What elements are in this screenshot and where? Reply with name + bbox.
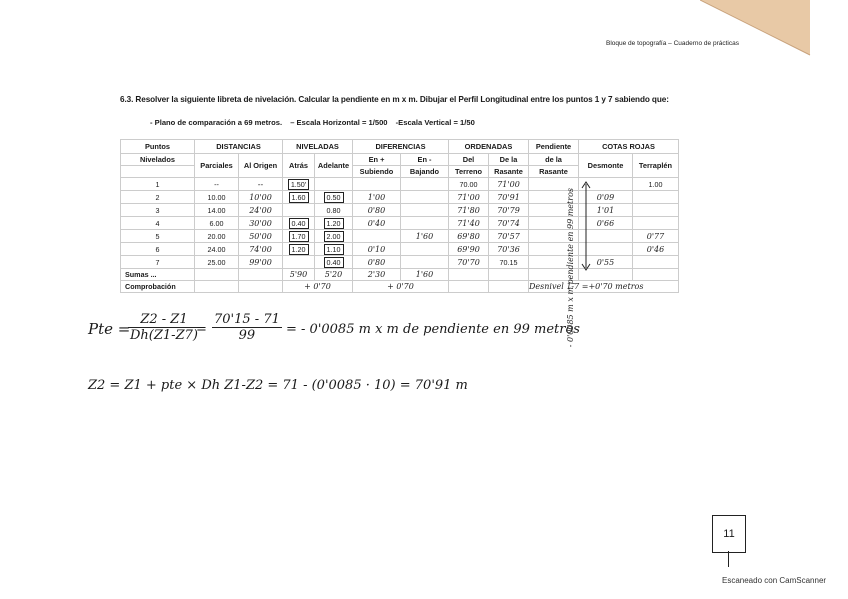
cell-parc: 24.00 — [195, 243, 239, 256]
cell-adel: 1.10 — [315, 243, 353, 256]
cell-adel: 0.50 — [315, 191, 353, 204]
cell-terr: 71'40 — [449, 217, 489, 230]
cell-sub — [353, 230, 401, 243]
cell-orig: 10'00 — [239, 191, 283, 204]
sumas-label: Sumas ... — [121, 269, 195, 281]
cell-adel: 2.00 — [315, 230, 353, 243]
cell-adel: 0.40 — [315, 256, 353, 269]
cell-baj — [401, 217, 449, 230]
formula-fraction-2 — [212, 312, 282, 343]
cell-baj: 1'60 — [401, 230, 449, 243]
table-row — [121, 191, 679, 204]
cell-atras: 1.70 — [283, 230, 315, 243]
cell-parc: 6.00 — [195, 217, 239, 230]
cell-ras: 71'00 — [489, 178, 529, 191]
cell-atras: 1.20 — [283, 243, 315, 256]
header-de-la-rasante-1: de la — [529, 154, 579, 166]
header-nivelados: Nivelados — [121, 154, 195, 166]
cell-terra: 0'77 — [633, 230, 679, 243]
table-row — [121, 217, 679, 230]
cell-terr: 69'80 — [449, 230, 489, 243]
cell-baj — [401, 191, 449, 204]
table-row — [121, 230, 679, 243]
cell-sub: 0'80 — [353, 256, 401, 269]
leveling-table — [120, 139, 679, 293]
cell-atras — [283, 204, 315, 217]
header-niveladas: NIVELADAS — [283, 140, 353, 154]
header-adelante: Adelante — [315, 154, 353, 178]
cell-terr: 69'90 — [449, 243, 489, 256]
cell-terra — [633, 217, 679, 230]
formula-f1-denominator: Dh(Z1-Z7) — [130, 328, 198, 343]
cell-adel — [315, 178, 353, 191]
exercise-conditions — [150, 118, 481, 127]
cell-p: 3 — [121, 204, 195, 217]
cell-p: 4 — [121, 217, 195, 230]
page-number-line — [728, 551, 729, 567]
formula-pte-label: Pte = — [88, 320, 131, 338]
pendiente-note: - 0'0085 m x m pendiente en 99 metros — [566, 188, 575, 348]
condition-vertical: -Escala Vertical = 1/50 — [395, 118, 475, 127]
cell-terr: 70'70 — [449, 256, 489, 269]
cell-parc: -- — [195, 178, 239, 191]
desnivel-total: Desnivel 1-7 =+0'70 metros — [529, 281, 679, 293]
cell-parc: 20.00 — [195, 230, 239, 243]
formula-result: = - 0'0085 m x m de pendiente en 99 metros — [286, 322, 580, 337]
cell-terra — [633, 191, 679, 204]
sumas-subiendo: 2'30 — [353, 269, 401, 281]
exercise-title: 6.3. Resolver la siguiente libreta de nivelación. Calcular la pendiente en m x m. Dibujar el Perfil Longitudinal entre los puntos 1 y 7 sabiendo que: — [120, 95, 669, 104]
comprobacion-label: Comprobación — [121, 281, 195, 293]
formula-fraction-1 — [128, 312, 200, 343]
cell-terra: 0'46 — [633, 243, 679, 256]
page-corner-fold — [700, 0, 848, 60]
cell-terr: 71'80 — [449, 204, 489, 217]
formula-f1-numerator: Z2 - Z1 — [128, 312, 200, 328]
cell-desm: 1'01 — [579, 204, 633, 217]
header-terraplen: Terraplén — [633, 154, 679, 178]
header-bajando: Bajando — [401, 166, 449, 178]
header-del: Del — [449, 154, 489, 166]
cell-sub — [353, 178, 401, 191]
formula-equals: = — [196, 322, 207, 337]
cell-desm: 0'55 — [579, 256, 633, 269]
formula-z2: Z2 = Z1 + pte × Dh Z1-Z2 = 71 - (0'0085 · 10) = 70'91 m — [88, 378, 468, 393]
header-terreno: Terreno — [449, 166, 489, 178]
header-subiendo: Subiendo — [353, 166, 401, 178]
cell-ras: 70'74 — [489, 217, 529, 230]
page-number: 11 — [712, 515, 746, 553]
cell-p: 5 — [121, 230, 195, 243]
formula-f2-numerator: 70'15 - 71 — [214, 312, 280, 327]
header-de-la-rasante-2: Rasante — [529, 166, 579, 178]
table-row — [121, 243, 679, 256]
cell-ras: 70.15 — [489, 256, 529, 269]
cell-baj — [401, 243, 449, 256]
cell-ras: 70'36 — [489, 243, 529, 256]
cell-orig: 99'00 — [239, 256, 283, 269]
condition-horizontal: – Escala Horizontal = 1/500 — [290, 118, 388, 127]
header-pendiente: Pendiente — [529, 140, 579, 154]
condition-plano: - Plano de comparación a 69 metros. — [150, 118, 283, 127]
cell-terr: 70.00 — [449, 178, 489, 191]
header-parciales: Parciales — [195, 154, 239, 178]
pendiente-arrow-icon — [580, 180, 592, 272]
cell-baj — [401, 178, 449, 191]
header-desmonte: Desmonte — [579, 154, 633, 178]
scanner-watermark: Escaneado con CamScanner — [722, 576, 827, 585]
sumas-bajando: 1'60 — [401, 269, 449, 281]
page-header: Bloque de topografía – Cuaderno de prácticas — [606, 40, 739, 47]
cell-adel: 1.20 — [315, 217, 353, 230]
cell-orig: 30'00 — [239, 217, 283, 230]
cell-orig: 24'00 — [239, 204, 283, 217]
cell-baj — [401, 204, 449, 217]
header-rasante: Rasante — [489, 166, 529, 178]
header-cotas-rojas: COTAS ROJAS — [579, 140, 679, 154]
cell-p: 1 — [121, 178, 195, 191]
cell-terra — [633, 256, 679, 269]
cell-p: 6 — [121, 243, 195, 256]
cell-parc: 14.00 — [195, 204, 239, 217]
cell-orig: 50'00 — [239, 230, 283, 243]
header-en-mas: En + — [353, 154, 401, 166]
header-en-menos: En - — [401, 154, 449, 166]
cell-sub: 0'10 — [353, 243, 401, 256]
cell-ras: 70'79 — [489, 204, 529, 217]
cell-parc: 25.00 — [195, 256, 239, 269]
header-ordenadas: ORDENADAS — [449, 140, 529, 154]
cell-sub: 0'40 — [353, 217, 401, 230]
cell-parc: 10.00 — [195, 191, 239, 204]
cell-orig: -- — [239, 178, 283, 191]
comprobacion-diferencias: + 0'70 — [353, 281, 449, 293]
sumas-atras: 5'90 — [283, 269, 315, 281]
cell-baj — [401, 256, 449, 269]
cell-adel: 0.80 — [315, 204, 353, 217]
cell-atras: 1.50' — [283, 178, 315, 191]
cell-ras: 70'91 — [489, 191, 529, 204]
cell-sub: 1'00 — [353, 191, 401, 204]
header-diferencias: DIFERENCIAS — [353, 140, 449, 154]
cell-terr: 71'00 — [449, 191, 489, 204]
header-atras: Atrás — [283, 154, 315, 178]
cell-atras — [283, 256, 315, 269]
comprobacion-niveladas: + 0'70 — [283, 281, 353, 293]
cell-desm: 0'66 — [579, 217, 633, 230]
cell-desm: 0'09 — [579, 191, 633, 204]
sumas-adelante: 5'20 — [315, 269, 353, 281]
formula-f2-denominator: 99 — [238, 328, 256, 343]
table-row — [121, 178, 679, 191]
cell-atras: 1.60 — [283, 191, 315, 204]
header-de-la: De la — [489, 154, 529, 166]
cell-terra — [633, 204, 679, 217]
header-puntos: Puntos — [121, 140, 195, 154]
header-al-origen: Al Origen — [239, 154, 283, 178]
table-row — [121, 256, 679, 269]
cell-orig: 74'00 — [239, 243, 283, 256]
cell-terra: 1.00 — [633, 178, 679, 191]
cell-p: 2 — [121, 191, 195, 204]
cell-atras: 0.40 — [283, 217, 315, 230]
table-row — [121, 204, 679, 217]
cell-sub: 0'80 — [353, 204, 401, 217]
header-distancias: DISTANCIAS — [195, 140, 283, 154]
cell-p: 7 — [121, 256, 195, 269]
cell-ras: 70'57 — [489, 230, 529, 243]
